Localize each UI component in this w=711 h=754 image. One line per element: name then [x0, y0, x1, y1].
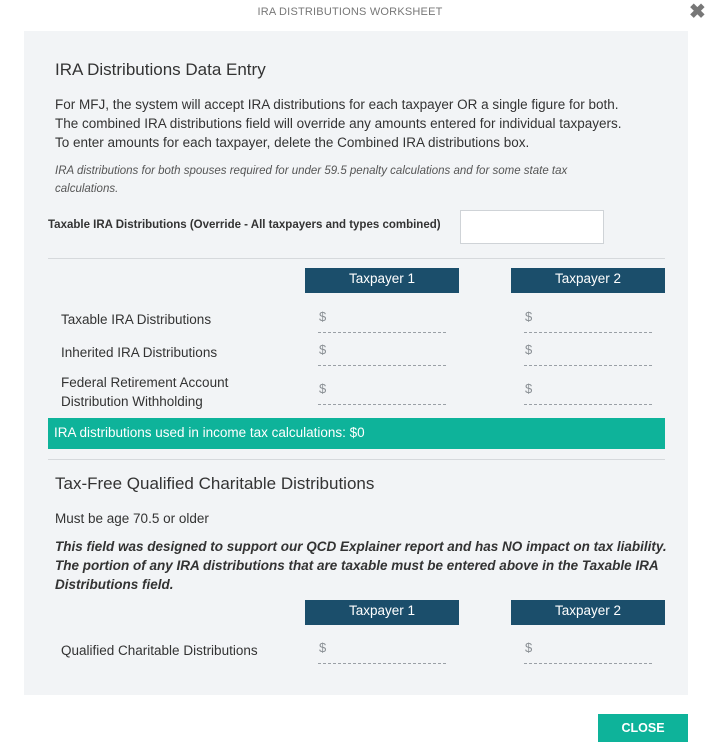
- column-header-taxpayer-1: Taxpayer 1: [305, 600, 459, 625]
- dollar-sign: $: [525, 381, 533, 396]
- qcd-tp1-input[interactable]: [332, 639, 444, 661]
- worksheet-panel: [24, 31, 688, 695]
- column-header-taxpayer-2: Taxpayer 2: [511, 268, 665, 293]
- taxable-ira-tp2-input[interactable]: [538, 308, 650, 330]
- dollar-sign: $: [319, 342, 327, 357]
- row-label-taxable-ira: Taxable IRA Distributions: [61, 312, 212, 327]
- dollar-sign: $: [319, 309, 327, 324]
- row-label-federal-withholding-line-2: Distribution Withholding: [61, 394, 203, 409]
- section-heading-ira-entry: IRA Distributions Data Entry: [55, 60, 266, 79]
- inherited-ira-tp2-field: [524, 341, 652, 366]
- qcd-tp2-field: [524, 639, 652, 664]
- qcd-warning-line-1: This field was designed to support our QCD Explainer report and has NO impact on tax liability.: [55, 539, 667, 554]
- federal-withholding-tp2-field: [524, 380, 652, 405]
- federal-withholding-tp1-field: [318, 380, 446, 405]
- qcd-warning-line-2: The portion of any IRA distributions that are taxable must be entered above in the Taxable IRA: [55, 558, 659, 573]
- row-label-federal-withholding-line-1: Federal Retirement Account: [61, 375, 229, 390]
- close-icon[interactable]: ✖: [689, 1, 706, 23]
- age-requirement-note: Must be age 70.5 or older: [55, 511, 209, 526]
- taxable-ira-tp1-input[interactable]: [332, 308, 444, 330]
- dollar-sign: $: [525, 342, 533, 357]
- qcd-tp1-field: [318, 639, 446, 664]
- intro-line-1: For MFJ, the system will accept IRA distributions for each taxpayer OR a single figure for both.: [55, 97, 619, 112]
- worksheet-title: IRA DISTRIBUTIONS WORKSHEET: [257, 6, 443, 18]
- dollar-sign: $: [525, 640, 533, 655]
- intro-line-2: The combined IRA distributions field will override any amounts entered for individual taxpayers.: [55, 116, 622, 131]
- section-heading-qcd: Tax-Free Qualified Charitable Distributions: [55, 474, 375, 493]
- close-button[interactable]: CLOSE: [598, 714, 688, 742]
- taxable-ira-tp1-field: [318, 308, 446, 333]
- intro-line-3: To enter amounts for each taxpayer, delete the Combined IRA distributions box.: [55, 135, 530, 150]
- inherited-ira-tp1-field: [318, 341, 446, 366]
- qcd-warning-line-3: Distributions field.: [55, 577, 174, 592]
- ira-summary-bar: IRA distributions used in income tax calculations: $0: [48, 418, 665, 449]
- dollar-sign: $: [525, 309, 533, 324]
- inherited-ira-tp1-input[interactable]: [332, 341, 444, 363]
- penalty-note-line-2: calculations.: [55, 183, 119, 195]
- inherited-ira-tp2-input[interactable]: [538, 341, 650, 363]
- taxable-ira-tp2-field: [524, 308, 652, 333]
- divider: [48, 459, 665, 460]
- column-header-taxpayer-2: Taxpayer 2: [511, 600, 665, 625]
- federal-withholding-tp1-input[interactable]: [332, 380, 444, 402]
- dollar-sign: $: [319, 640, 327, 655]
- penalty-note-line-1: IRA distributions for both spouses required for under 59.5 penalty calculations and for some state tax: [55, 165, 568, 177]
- row-label-qcd: Qualified Charitable Distributions: [61, 643, 258, 658]
- qcd-tp2-input[interactable]: [538, 639, 650, 661]
- dollar-sign: $: [319, 381, 327, 396]
- override-label: Taxable IRA Distributions (Override - All taxpayers and types combined): [48, 219, 441, 231]
- override-combined-input[interactable]: [460, 210, 604, 244]
- divider: [48, 258, 665, 259]
- row-label-inherited-ira: Inherited IRA Distributions: [61, 345, 218, 360]
- column-header-taxpayer-1: Taxpayer 1: [305, 268, 459, 293]
- federal-withholding-tp2-input[interactable]: [538, 380, 650, 402]
